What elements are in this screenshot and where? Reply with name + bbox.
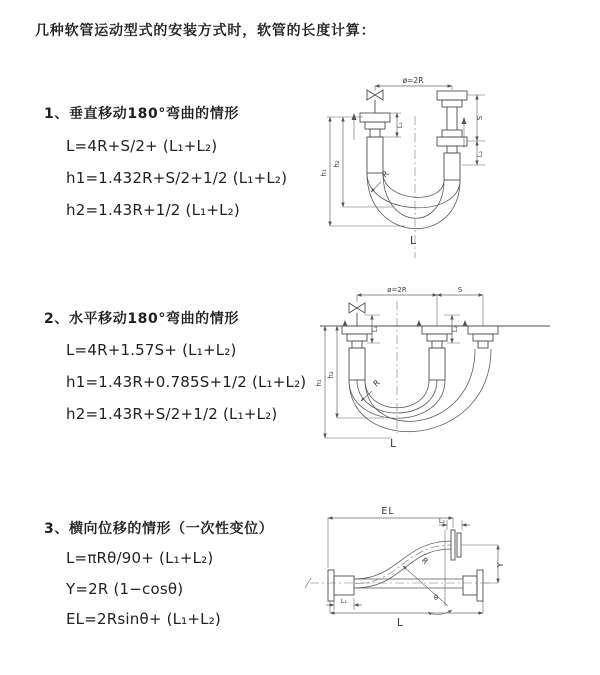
up-arrow-icon [352,113,357,120]
dim-label-width: ø=2R [387,286,407,294]
dim-label-h2: h₂ [327,371,335,379]
braided-hose-section [429,348,445,380]
dim-label-angle: θ [433,594,439,602]
dim-label-stroke: S [476,115,484,121]
braided-hose-section [349,348,365,380]
section1-formula-L: L=4R+S/2+ (L₁+L₂) [66,137,218,155]
dim-label-el: EL [381,506,395,517]
dim-label-width: ø=2R [402,76,424,85]
section2-formula-h2: h2=1.43R+S/2+1/2 (L₁+L₂) [66,405,278,423]
left-pipe-assembly [352,90,391,173]
dimension-width-2r [357,286,483,326]
dim-label-radius: R [380,169,391,180]
valve-icon [349,303,365,313]
section3-formula-L: L=πRθ/90+ (L₁+L₂) [66,549,214,567]
height-dimensions [315,326,392,438]
up-arrow-icon [463,320,468,326]
end-fitting-dimension [383,113,404,137]
right-pipe-assembly [463,320,499,348]
dim-label-y: Y [496,562,505,568]
dim-label-end-left: L₁ [396,121,404,129]
diagram-lateral-displacement [300,498,600,656]
dim-label-end-right: L₂ [438,517,446,525]
page-title: 几种软管运动型式的安装方式时，软管的长度计算： [35,23,376,39]
section3-formula-Y: Y=2R (1−cosθ) [66,580,184,598]
dim-label-h2: h₂ [333,160,341,168]
end-fitting-dimensions [364,315,460,343]
dim-label-end-left: L₁ [371,325,379,333]
valve-icon [367,90,383,100]
dim-label-end-right: L₂ [476,150,484,158]
stroke-dimensions [462,95,485,165]
dim-label-end-mid: L₂ [451,325,459,333]
up-arrow-icon [343,320,348,326]
section2-formula-L: L=4R+1.57S+ (L₁+L₂) [66,341,237,359]
section2-formula-h1: h1=1.43R+0.785S+1/2 (L₁+L₂) [66,373,307,391]
section1-formula-h2: h2=1.43R+1/2 (L₁+L₂) [66,201,240,219]
upper-flange [451,530,461,560]
dim-label-h1: h₁ [320,169,328,177]
u-bend-hoses [349,349,491,432]
dimension-end-right [439,517,470,530]
section1-heading: 1、垂直移动180°弯曲的情形 [44,106,239,122]
s-curve-hose [355,541,451,588]
braided-hose-section [367,137,383,173]
up-arrow-icon [417,320,422,326]
right-pipe-assembly [437,91,467,180]
section3-formula-EL: EL=2Rsinθ+ (L₁+L₂) [66,610,221,628]
dimension-el [328,506,453,568]
axis-centerline [305,578,492,588]
radius-callout [403,556,448,606]
height-dimensions [320,117,405,226]
braided-hose-section [444,153,460,180]
dim-label-h1: h₁ [315,379,323,387]
dim-label-stroke: S [457,286,463,294]
angle-callout [428,530,452,615]
dim-label-length: L [410,234,417,247]
dim-label-radius: R [419,555,430,567]
left-pipe-assembly [342,303,372,380]
diagram-horizontal-180-bend [312,283,597,458]
dim-label-length: L [396,616,404,629]
dimension-width-2r [375,76,452,91]
dim-label-radius: R [371,378,382,389]
dim-label-length: L [390,437,397,450]
lower-flange [463,570,483,601]
up-arrow-icon [462,117,467,124]
dim-label-end-left: L₁ [340,597,348,605]
section2-heading: 2、水平移动180°弯曲的情形 [44,311,239,327]
diagram-vertical-180-bend [315,68,595,263]
u-bend-hoses [367,173,460,229]
dimension-end-left [326,597,362,610]
middle-pipe-assembly [417,320,453,380]
section1-formula-h1: h1=1.432R+S/2+1/2 (L₁+L₂) [66,169,288,187]
radius-callout [371,169,391,192]
dimension-length [330,601,483,629]
section3-heading: 3、横向位移的情形（一次性变位） [44,521,274,537]
